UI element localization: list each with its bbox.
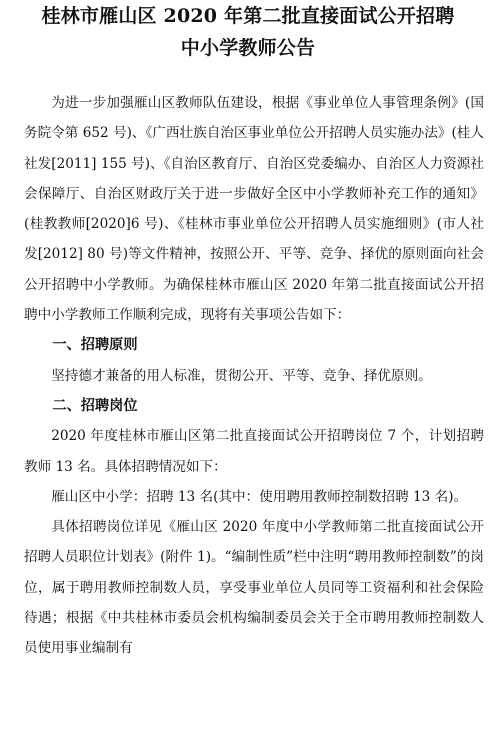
positions-detail-paragraph: 雁山区中小学：招聘 13 名(其中：使用聘用教师控制数招聘 13 名)。 xyxy=(51,488,468,505)
section-heading-principles: 一、招聘原则 xyxy=(52,337,138,354)
document-title-line-1: 桂林市雁山区 2020 年第二批直接面试公开招聘 xyxy=(41,5,455,27)
positions-summary-paragraph: 2020 年度桂林市雁山区第二批直接面试公开招聘岗位 7 个，计划招聘教师 13 名。具体招聘情况如下： xyxy=(24,428,484,475)
positions-notes-paragraph: 具体招聘岗位详见《雁山区 2020 年度中小学教师第二批直接面试公开招聘人员职位计划表》(附件 1)。“编制性质”栏中注明“聘用教师控制数”的岗位，属于聘用教师控制数人员，享受事业单位人员同等工资福利和社会保险待遇；根据《中共桂林市委员会机构编制委员会关于全市聘用教师控制数人员使用事业编制有 xyxy=(24,519,484,657)
intro-paragraph: 为进一步加强雁山区教师队伍建设，根据《事业单位人事管理条例》(国务院令第 652 号)、《广西壮族自治区事业单位公开招聘人员实施办法》(桂人社发[2011] 155 号)、《自治区教育厅、自治区党委编办、自治区人力资源社会保障厅、自治区财政厅关于进一步做好全区中小学教师补充工作的通知》(桂教教师[2020]6 号)、《桂林市事业单位公开招聘人员实施细则》(市人社发[2012] 80 号)等文件精神，按照公开、平等、竞争、择优的原则面向社会公开招聘中小学教师。为确保桂林市雁山区 2020 年第二批直接面试公开招聘中小学教师工作顺利完成，现将有关事项公告如下： xyxy=(24,95,484,324)
document-title-line-2: 中小学教师公告 xyxy=(180,37,316,59)
document-body xyxy=(24,88,484,664)
section-heading-positions: 二、招聘岗位 xyxy=(52,397,138,414)
principles-paragraph: 坚持德才兼备的用人标准，贯彻公开、平等、竞争、择优原则。 xyxy=(51,367,432,384)
